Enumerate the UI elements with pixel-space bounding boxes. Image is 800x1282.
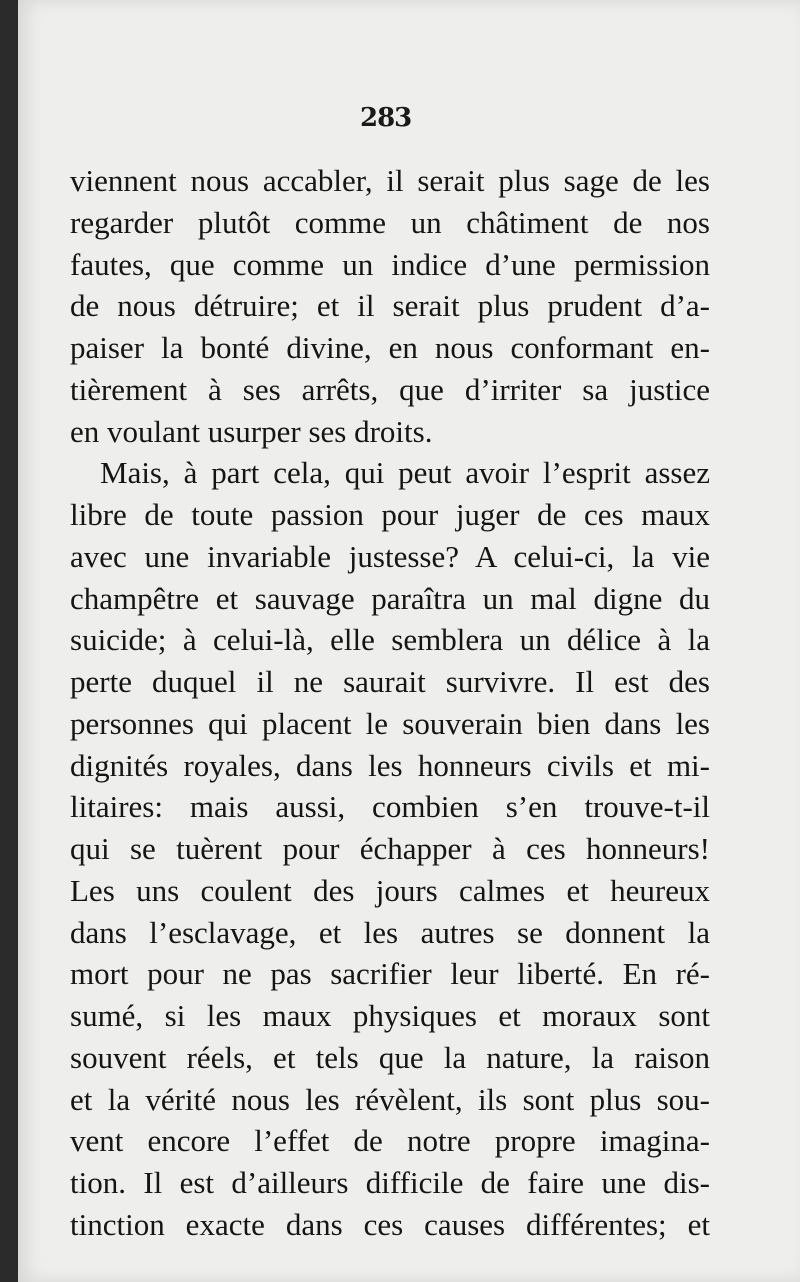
page-number: 283 <box>360 103 412 133</box>
body-text <box>70 160 710 1246</box>
text-line: sumé, si les maux physiques et moraux sont <box>70 998 710 1033</box>
paragraph-end-line: en voulant usurper ses droits. <box>70 413 433 449</box>
text-line: mort pour ne pas sacrifier leur liberté. En ré- <box>70 956 710 992</box>
text-line: fautes, que comme un indice d’une permission <box>70 246 710 282</box>
text-line: champêtre et sauvage paraîtra un mal digne du <box>70 580 710 616</box>
text-line: Les uns coulent des jours calmes et heureux <box>70 872 710 908</box>
text-line: avec une invariable justesse? A celui-ci, la vie <box>70 538 710 574</box>
text-line: perte duquel il ne saurait survivre. Il est des <box>70 664 710 699</box>
text-line: dignités royales, dans les honneurs civils et mi- <box>70 747 710 783</box>
text-line: regarder plutôt comme un châtiment de nos <box>70 204 710 240</box>
text-line: dans l’esclavage, et les autres se donnent la <box>70 914 710 950</box>
text-line: tinction exacte dans ces causes différentes; et <box>70 1206 710 1242</box>
text-line: paiser la bonté divine, en nous conformant en- <box>70 330 710 365</box>
text-line: litaires: mais aussi, combien s’en trouve-t-il <box>70 789 710 825</box>
text-line: de nous détruire; et il serait plus prudent d’a- <box>70 288 710 324</box>
text-line: tion. Il est d’ailleurs difficile de faire une dis- <box>70 1165 710 1200</box>
text-line: libre de toute passion pour juger de ces maux <box>70 497 710 532</box>
paragraph-start-line: Mais, à part cela, qui peut avoir l’esprit assez <box>100 455 710 491</box>
text-line: et la vérité nous les révèlent, ils sont plus sou- <box>70 1081 710 1117</box>
book-page <box>18 0 800 1282</box>
text-line: personnes qui placent le souverain bien dans les <box>70 705 710 741</box>
text-line: vent encore l’effet de notre propre imagina- <box>70 1123 710 1159</box>
text-line: suicide; à celui-là, elle semblera un délice à la <box>70 622 710 658</box>
text-line: viennent nous accabler, il serait plus sage de les <box>70 163 710 198</box>
text-line: souvent réels, et tels que la nature, la raison <box>70 1039 710 1075</box>
text-line: qui se tuèrent pour échapper à ces honneurs! <box>70 831 710 866</box>
text-line: tièrement à ses arrêts, que d’irriter sa justice <box>70 371 710 407</box>
